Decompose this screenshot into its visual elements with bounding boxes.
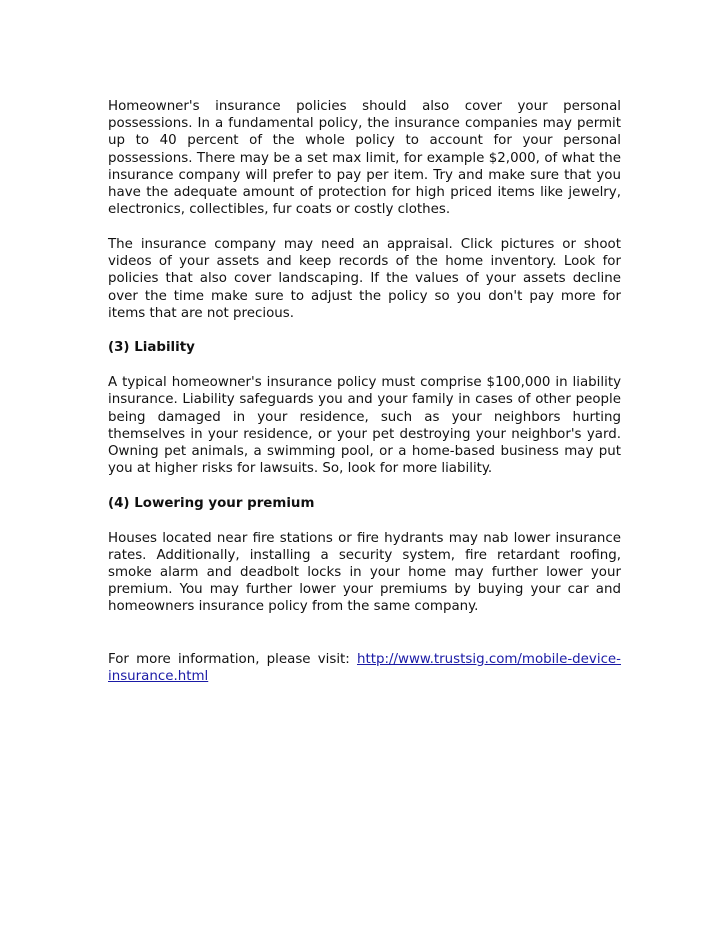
paragraph-liability: A typical homeowner's insurance policy must comprise $100,000 in liability insurance. Liability safeguards you and your family in cases of other people being damaged in your residence, such as your neighbors hurting themselves in your residence, or your pet destroying your neighbor's yard. Owning pet animals, a swimming pool, or a home-based business may put you at higher risks for lawsuits. So, look for more liability. (108, 375, 621, 477)
document-page (108, 98, 621, 702)
paragraph-possessions: Homeowner's insurance policies should also cover your personal possessions. In a fundamental policy, the insurance companies may permit up to 40 percent of the whole policy to account for your personal possessions. There may be a set max limit, for example $2,000, of what the insurance company will prefer to pay per item. Try and make sure that you have the adequate amount of protection for high priced items like jewelry, electronics, collectibles, fur coats or costly clothes. (108, 99, 621, 218)
paragraph-appraisal: The insurance company may need an appraisal. Click pictures or shoot videos of your assets and keep records of the home inventory. Look for policies that also cover landscaping. If the values of your assets decline over the time make sure to adjust the policy so you don't pay more for items that are not precious. (108, 236, 621, 321)
paragraph-premium: Houses located near fire stations or fire hydrants may nab lower insurance rates. Additionally, installing a security system, fire retardant roofing, smoke alarm and deadbolt locks in your home may further lower your premium. You may further lower your premiums by buying your car and homeowners insurance policy from the same company. (108, 530, 621, 615)
heading-lowering-premium: (4) Lowering your premium (108, 495, 315, 511)
heading-liability: (3) Liability (108, 340, 195, 356)
info-link[interactable]: http://www.trustsig.com/mobile-device-insurance.html (108, 651, 621, 684)
more-info-label: For more information, please visit: (108, 651, 357, 667)
more-info-paragraph (108, 651, 621, 685)
